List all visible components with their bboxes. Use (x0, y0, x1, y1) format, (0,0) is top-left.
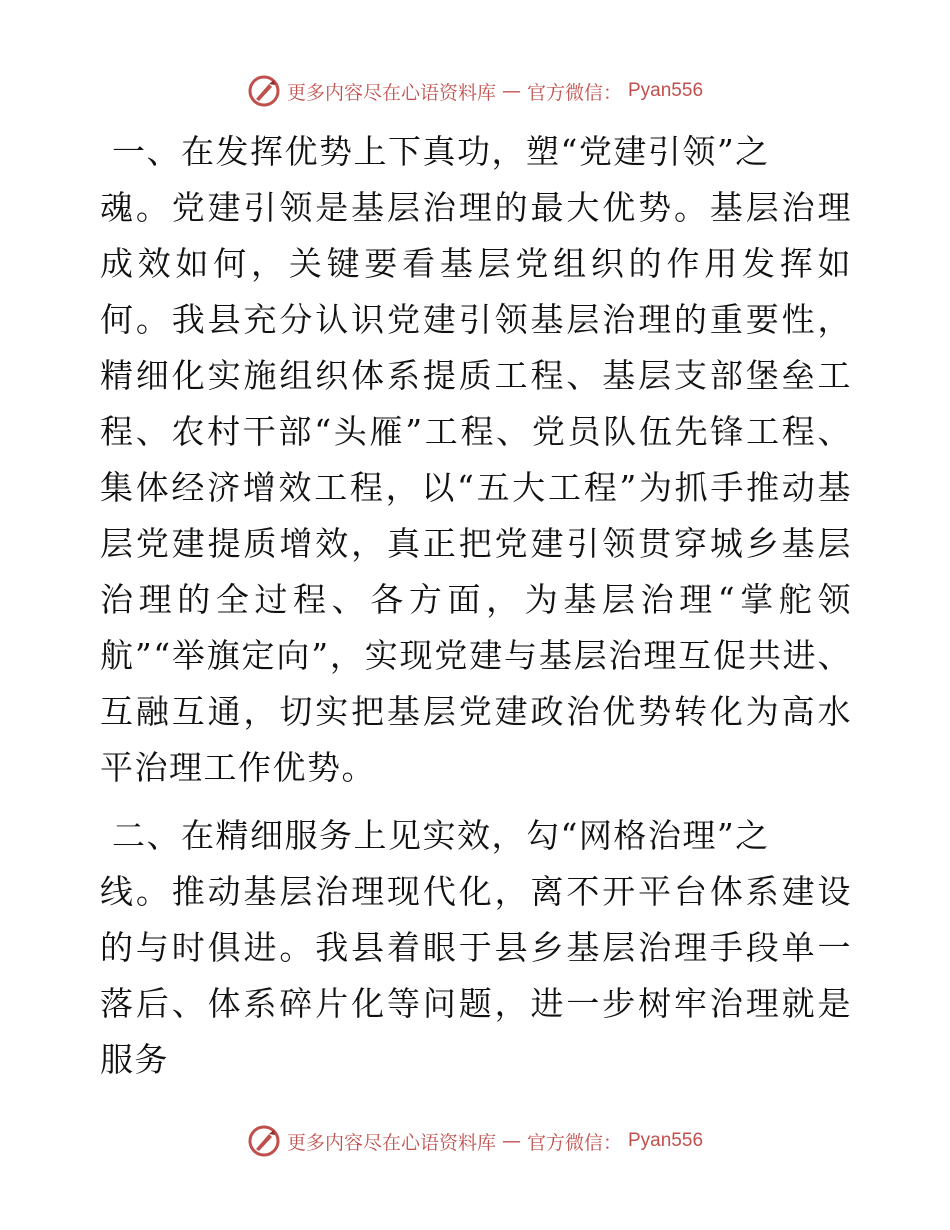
watermark-wechat-id: Pyan556 (628, 80, 704, 101)
pen-nib-logo-icon (247, 1124, 281, 1158)
watermark-site-text: 更多内容尽在心语资料库 (286, 81, 496, 104)
watermark-separator: — (501, 1130, 521, 1152)
paragraph-2-heading: 二、在精细服务上见实效，勾“网格治理”之 (112, 816, 770, 855)
watermark-site-text: 更多内容尽在心语资料库 (286, 1131, 496, 1154)
header-watermark (0, 74, 950, 108)
pen-nib-logo-icon (247, 74, 281, 108)
document-body (100, 124, 852, 1088)
watermark-label: 官方微信： (526, 81, 622, 104)
watermark-wechat-id: Pyan556 (628, 1130, 704, 1151)
paragraph-2 (100, 808, 852, 1088)
paragraph-1-heading: 一、在发挥优势上下真功，塑“党建引领”之 (112, 132, 770, 171)
watermark-separator: — (501, 80, 521, 102)
paragraph-1 (100, 124, 852, 796)
footer-watermark (0, 1124, 950, 1158)
watermark-label: 官方微信： (526, 1131, 622, 1154)
paragraph-2-body: 线。推动基层治理现代化，离不开平台体系建设的与时俱进。我县着眼于县乡基层治理手段单一落后、体系碎片化等问题，进一步树牢治理就是服务 (100, 872, 852, 1079)
paragraph-1-body: 魂。党建引领是基层治理的最大优势。基层治理成效如何，关键要看基层党组织的作用发挥如何。我县充分认识党建引领基层治理的重要性，精细化实施组织体系提质工程、基层支部堡垒工程、农村干部“头雁”工程、党员队伍先锋工程、集体经济增效工程，以“五大工程”为抓手推动基层党建提质增效，真正把党建引领贯穿城乡基层治理的全过程、各方面，为基层治理“掌舵领航”“举旗定向”，实现党建与基层治理互促共进、互融互通，切实把基层党建政治优势转化为高水平治理工作优势。 (100, 188, 852, 787)
